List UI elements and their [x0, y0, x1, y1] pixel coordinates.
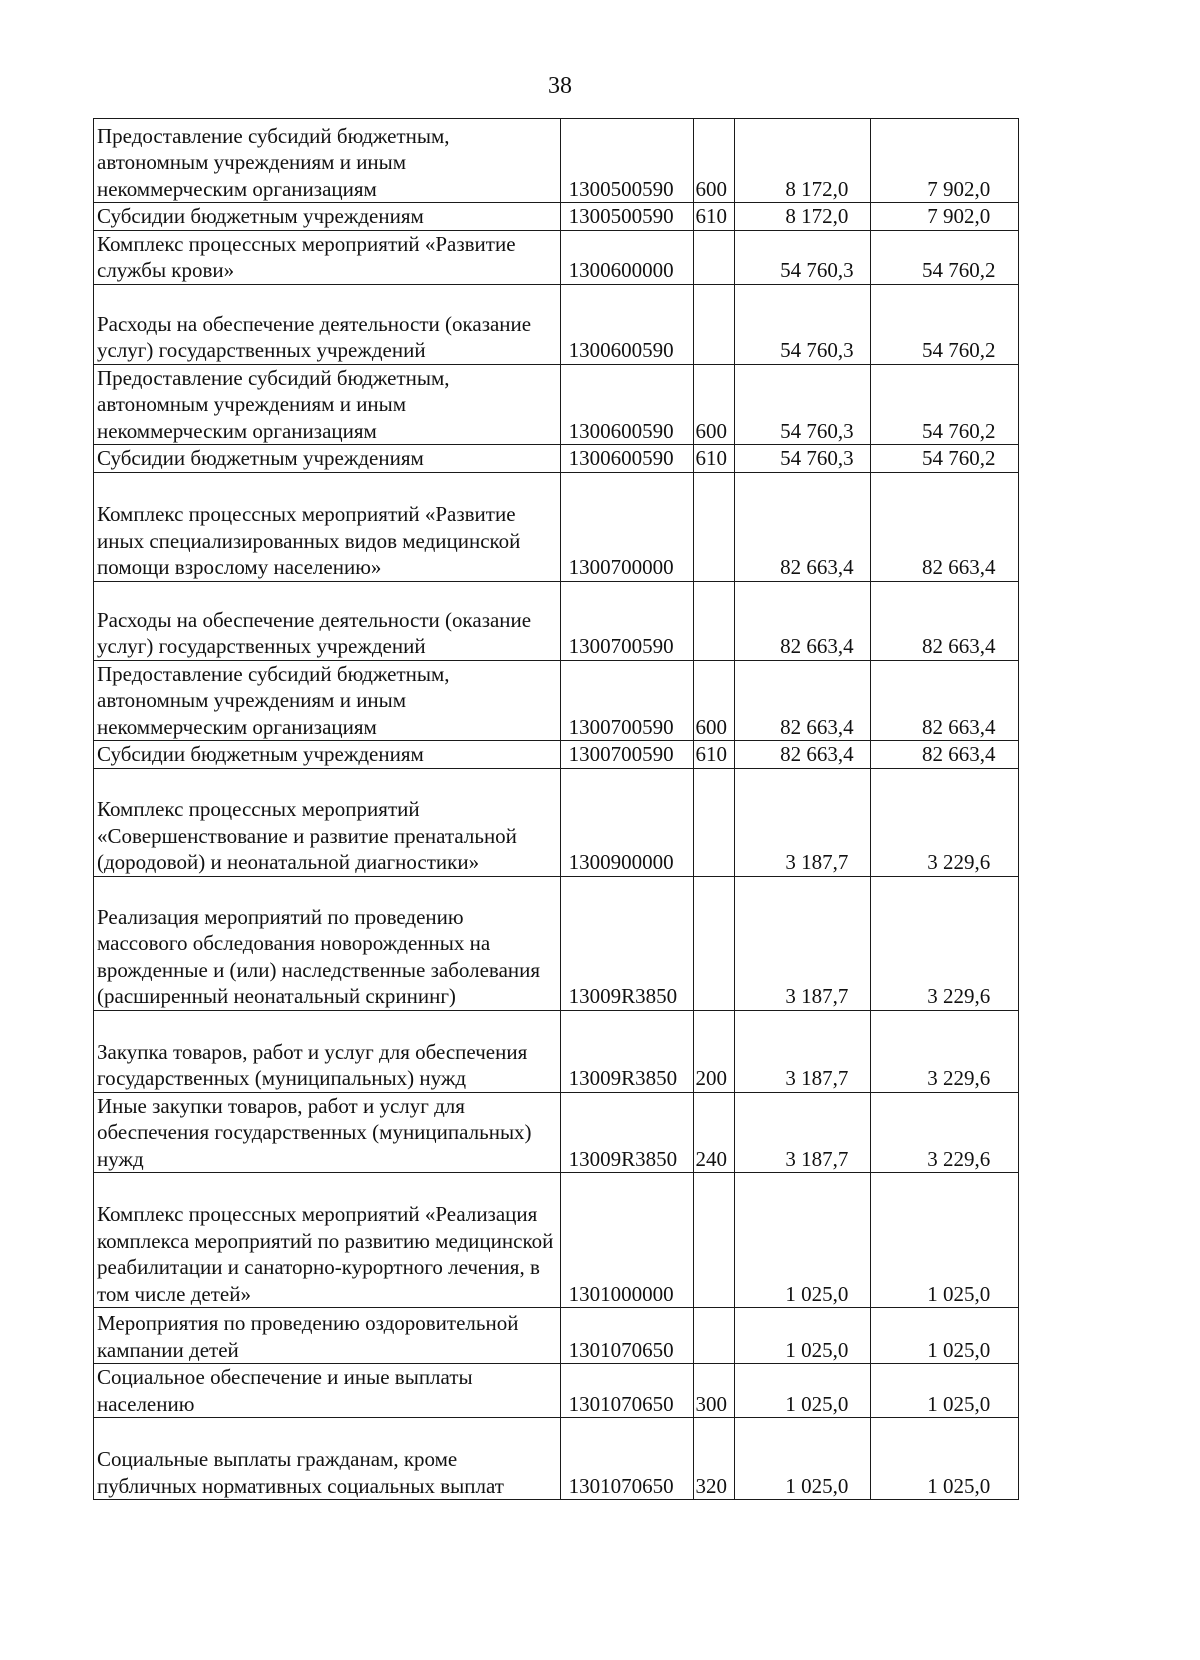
row-value-2: 7 902,0: [871, 119, 1019, 203]
row-value-2: 1 025,0: [871, 1364, 1019, 1418]
row-value-1: 54 760,3: [735, 445, 871, 473]
row-value-1: 3 187,7: [735, 1092, 871, 1173]
row-type: 240: [693, 1092, 735, 1173]
row-value-2: 54 760,2: [871, 445, 1019, 473]
row-code: 13009R3850: [560, 876, 693, 1010]
row-value-1: 82 663,4: [735, 581, 871, 660]
row-code: 1301070650: [560, 1364, 693, 1418]
row-value-1: 54 760,3: [735, 230, 871, 284]
row-type: [693, 581, 735, 660]
row-code: 1300500590: [560, 119, 693, 203]
row-code: 1301070650: [560, 1418, 693, 1500]
row-type: [693, 768, 735, 876]
row-type: 320: [693, 1418, 735, 1500]
row-type: 600: [693, 119, 735, 203]
row-type: 200: [693, 1010, 735, 1092]
row-value-2: 3 229,6: [871, 1092, 1019, 1173]
table-row: [94, 445, 1019, 473]
row-code: 1300500590: [560, 203, 693, 231]
row-value-2: 3 229,6: [871, 768, 1019, 876]
row-name: Мероприятия по проведению оздоровительной кампании детей: [94, 1308, 561, 1364]
row-value-1: 8 172,0: [735, 119, 871, 203]
table-row: [94, 472, 1019, 581]
row-type: [693, 284, 735, 364]
row-code: 1300600590: [560, 364, 693, 445]
row-name: Реализация мероприятий по проведению массового обследования новорожденных на врожденные и (или) наследственные заболевания (расширенный неонатальный скрининг): [94, 876, 561, 1010]
table-row: [94, 1092, 1019, 1173]
row-type: [693, 472, 735, 581]
row-type: 600: [693, 660, 735, 741]
row-value-2: 54 760,2: [871, 230, 1019, 284]
table-row: [94, 1308, 1019, 1364]
row-type: 610: [693, 741, 735, 769]
row-value-1: 3 187,7: [735, 768, 871, 876]
row-value-1: 8 172,0: [735, 203, 871, 231]
table-row: [94, 1010, 1019, 1092]
row-name: Субсидии бюджетным учреждениям: [94, 445, 561, 473]
row-value-1: 82 663,4: [735, 741, 871, 769]
row-value-1: 82 663,4: [735, 472, 871, 581]
row-name: Предоставление субсидий бюджетным, автономным учреждениям и иным некоммерческим организациям: [94, 119, 561, 203]
budget-table: [93, 118, 1019, 1500]
page-number: 38: [548, 73, 572, 99]
row-code: 1301000000: [560, 1173, 693, 1308]
row-name: Субсидии бюджетным учреждениям: [94, 741, 561, 769]
row-type: 610: [693, 203, 735, 231]
row-value-1: 54 760,3: [735, 284, 871, 364]
row-value-2: 82 663,4: [871, 660, 1019, 741]
table-row: [94, 876, 1019, 1010]
row-value-1: 1 025,0: [735, 1364, 871, 1418]
row-value-2: 82 663,4: [871, 581, 1019, 660]
row-value-1: 1 025,0: [735, 1173, 871, 1308]
row-type: 600: [693, 364, 735, 445]
row-value-1: 1 025,0: [735, 1418, 871, 1500]
row-code: 1300600590: [560, 284, 693, 364]
table-row: [94, 581, 1019, 660]
row-type: 610: [693, 445, 735, 473]
row-code: 1300700000: [560, 472, 693, 581]
row-type: [693, 1308, 735, 1364]
table-row: [94, 660, 1019, 741]
row-name: Комплекс процессных мероприятий «Развитие службы крови»: [94, 230, 561, 284]
table-row: [94, 284, 1019, 364]
row-value-2: 1 025,0: [871, 1173, 1019, 1308]
row-code: 13009R3850: [560, 1010, 693, 1092]
row-name: Комплекс процессных мероприятий «Развитие иных специализированных видов медицинской помощи взрослому населению»: [94, 472, 561, 581]
row-code: 1300700590: [560, 581, 693, 660]
row-value-2: 3 229,6: [871, 1010, 1019, 1092]
row-code: 13009R3850: [560, 1092, 693, 1173]
row-name: Социальные выплаты гражданам, кроме публичных нормативных социальных выплат: [94, 1418, 561, 1500]
row-name: Предоставление субсидий бюджетным, автономным учреждениям и иным некоммерческим организациям: [94, 364, 561, 445]
row-name: Расходы на обеспечение деятельности (оказание услуг) государственных учреждений: [94, 284, 561, 364]
row-name: Иные закупки товаров, работ и услуг для обеспечения государственных (муниципальных) нужд: [94, 1092, 561, 1173]
row-value-2: 1 025,0: [871, 1308, 1019, 1364]
table-row: [94, 364, 1019, 445]
row-name: Закупка товаров, работ и услуг для обеспечения государственных (муниципальных) нужд: [94, 1010, 561, 1092]
row-code: 1301070650: [560, 1308, 693, 1364]
row-value-2: 7 902,0: [871, 203, 1019, 231]
row-value-2: 82 663,4: [871, 472, 1019, 581]
row-value-1: 54 760,3: [735, 364, 871, 445]
row-value-2: 82 663,4: [871, 741, 1019, 769]
table-row: [94, 768, 1019, 876]
row-name: Комплекс процессных мероприятий «Реализация комплекса мероприятий по развитию медицинской реабилитации и санаторно-курортного лечения, в том числе детей»: [94, 1173, 561, 1308]
row-name: Предоставление субсидий бюджетным, автономным учреждениям и иным некоммерческим организациям: [94, 660, 561, 741]
row-type: [693, 1173, 735, 1308]
row-value-1: 3 187,7: [735, 1010, 871, 1092]
table-row: [94, 741, 1019, 769]
row-code: 1300600590: [560, 445, 693, 473]
row-value-1: 82 663,4: [735, 660, 871, 741]
row-name: Субсидии бюджетным учреждениям: [94, 203, 561, 231]
row-value-2: 1 025,0: [871, 1418, 1019, 1500]
row-type: 300: [693, 1364, 735, 1418]
table-row: [94, 230, 1019, 284]
row-value-2: 54 760,2: [871, 364, 1019, 445]
row-code: 1300900000: [560, 768, 693, 876]
row-type: [693, 876, 735, 1010]
table-row: [94, 1418, 1019, 1500]
row-value-1: 3 187,7: [735, 876, 871, 1010]
table-row: [94, 119, 1019, 203]
row-name: Расходы на обеспечение деятельности (оказание услуг) государственных учреждений: [94, 581, 561, 660]
table-row: [94, 203, 1019, 231]
row-code: 1300700590: [560, 660, 693, 741]
row-value-1: 1 025,0: [735, 1308, 871, 1364]
table-row: [94, 1364, 1019, 1418]
row-name: Социальное обеспечение и иные выплаты населению: [94, 1364, 561, 1418]
row-code: 1300700590: [560, 741, 693, 769]
row-name: Комплекс процессных мероприятий «Совершенствование и развитие пренатальной (дородовой) и неонатальной диагностики»: [94, 768, 561, 876]
row-value-2: 54 760,2: [871, 284, 1019, 364]
row-type: [693, 230, 735, 284]
row-code: 1300600000: [560, 230, 693, 284]
table-body: [94, 119, 1019, 1500]
row-value-2: 3 229,6: [871, 876, 1019, 1010]
table-row: [94, 1173, 1019, 1308]
